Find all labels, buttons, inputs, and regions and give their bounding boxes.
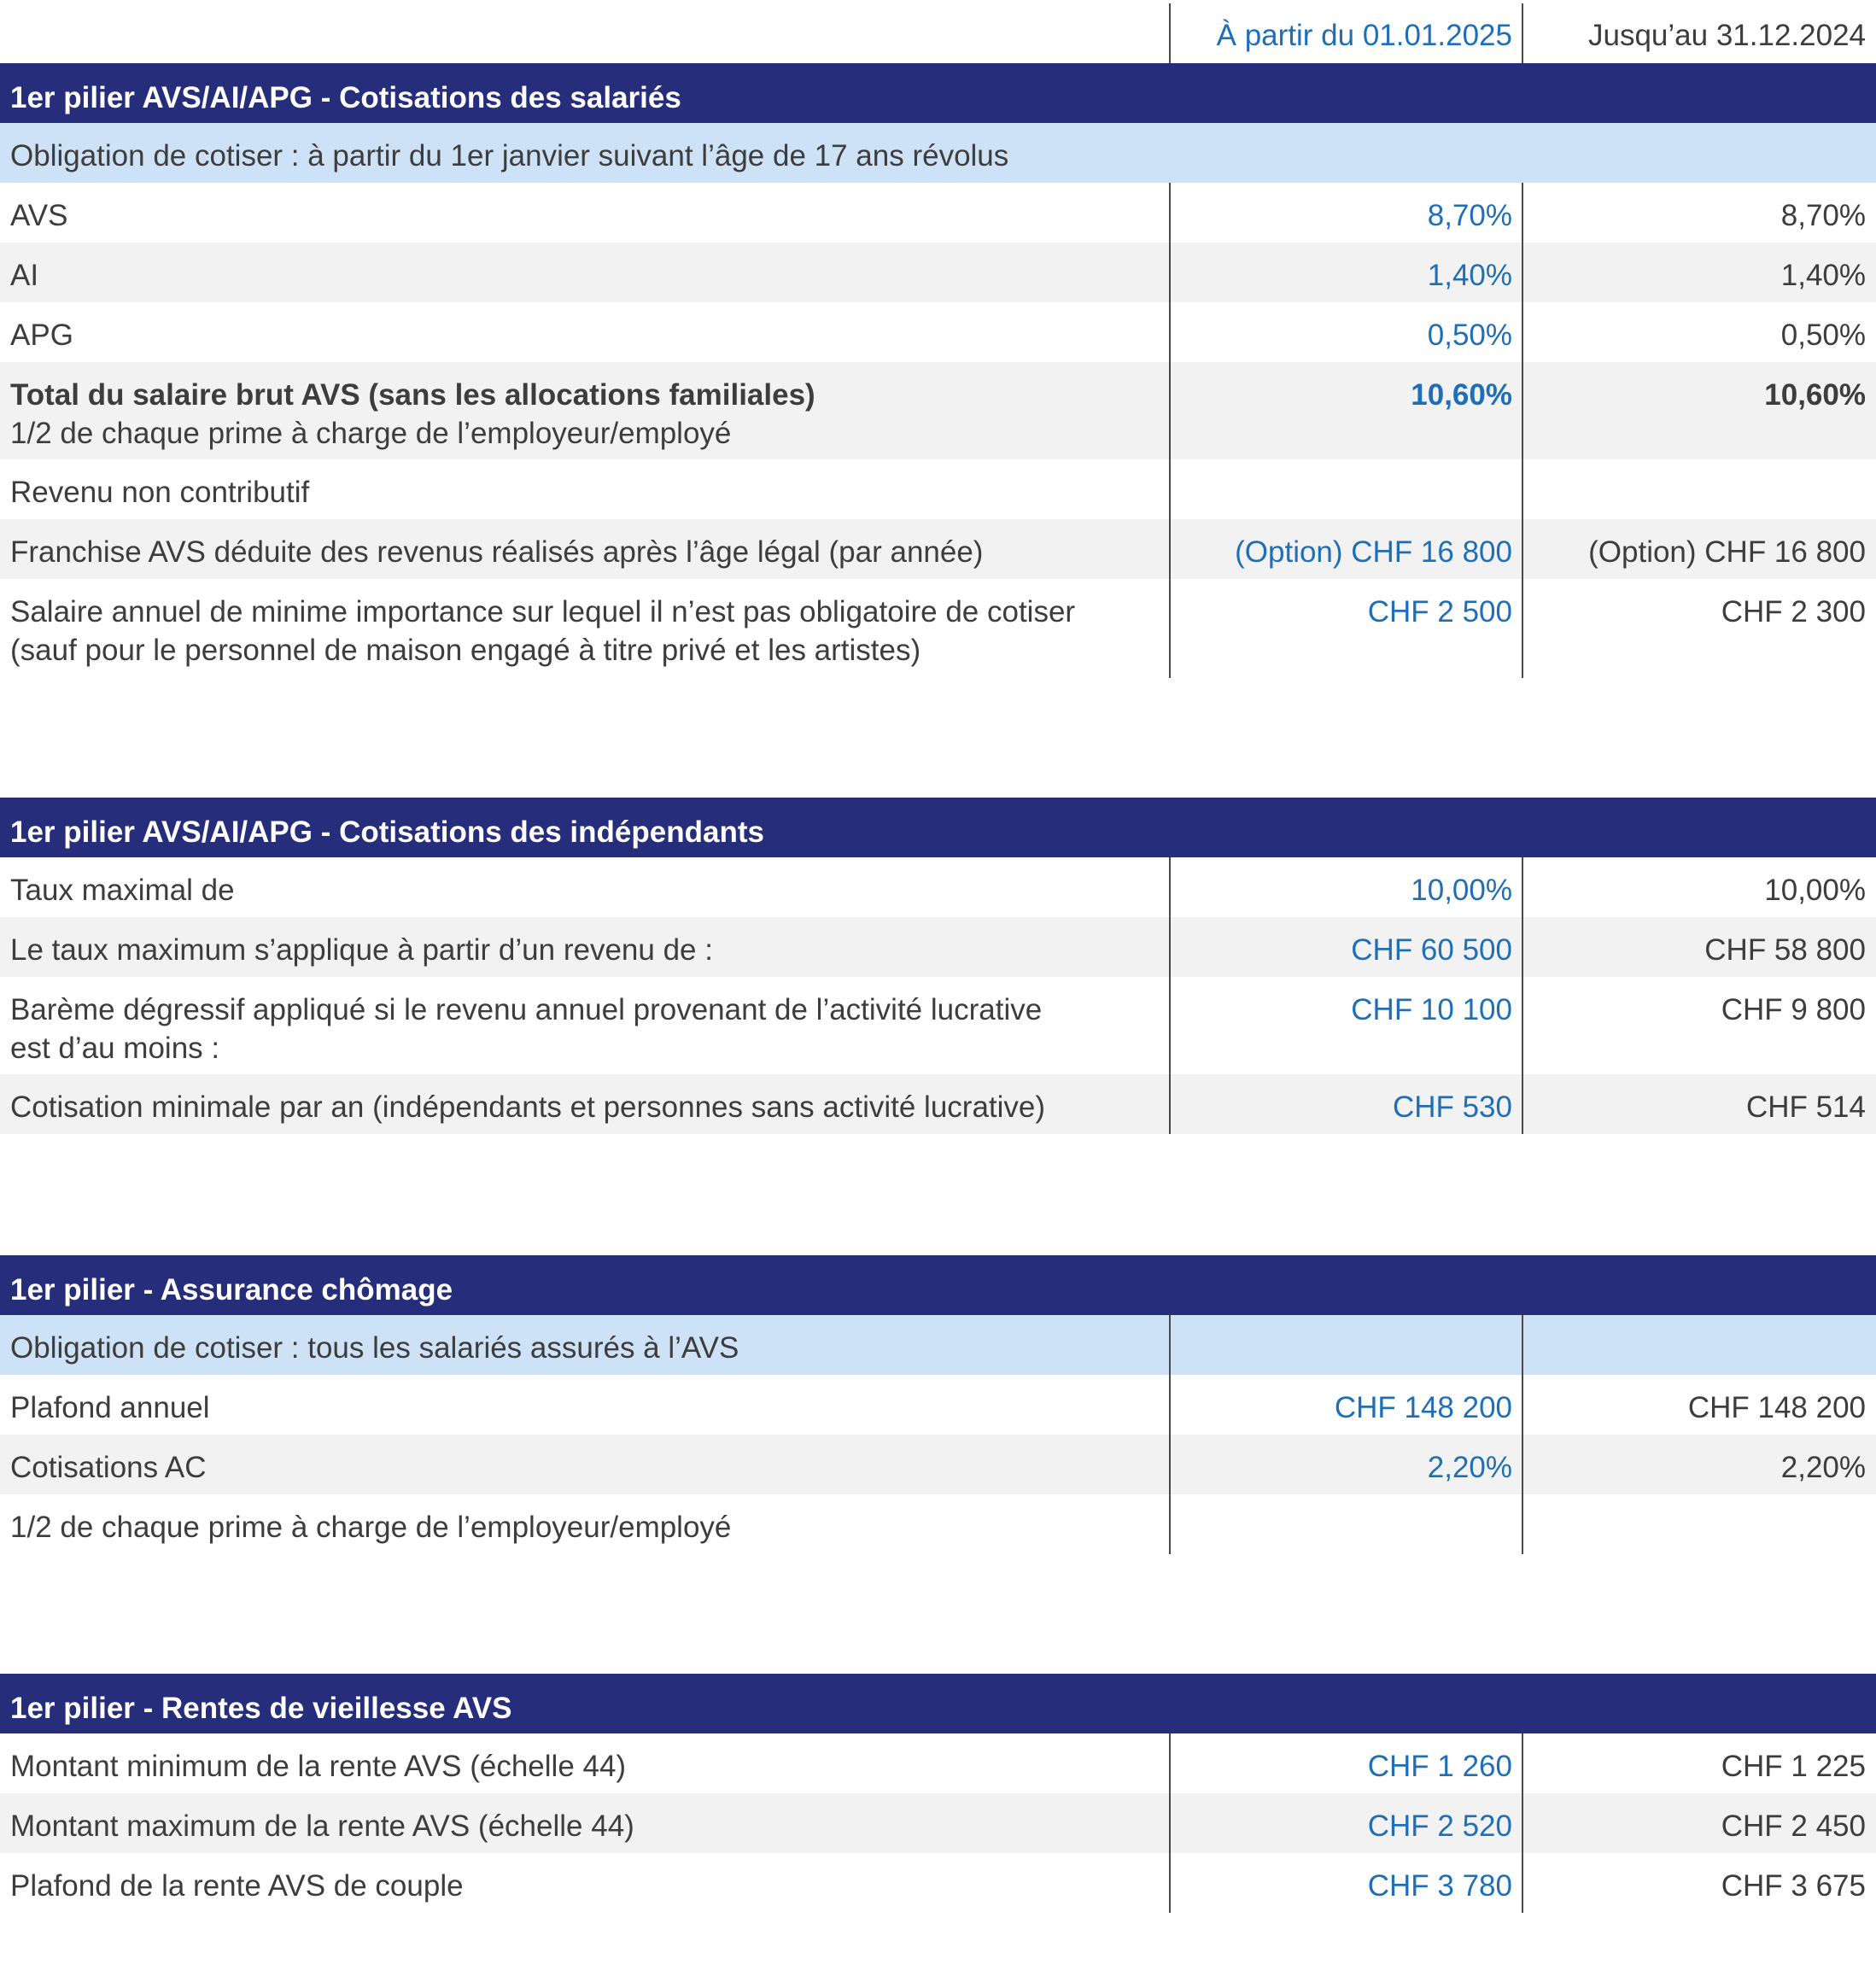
value-2024: CHF 9 800 (1721, 993, 1866, 1026)
table-row (0, 1793, 1876, 1853)
row-label: AI (10, 259, 39, 292)
table-row (0, 1435, 1876, 1494)
section-title: 1er pilier AVS/AI/APG - Cotisations des salariés (0, 63, 1876, 123)
section-title: 1er pilier - Assurance chômage (0, 1255, 1876, 1315)
row-sublabel: 1/2 de chaque prime à charge de l’employeur/employé (10, 417, 732, 450)
row-label: Taux maximal de (10, 874, 235, 907)
table-row (0, 1853, 1876, 1913)
section-pensions (0, 1674, 1876, 1913)
value-2025: CHF 1 260 (1367, 1750, 1512, 1783)
row-label (10, 593, 1154, 669)
obligation-label: Obligation de cotiser : à partir du 1er janvier suivant l’âge de 17 ans révolus (10, 139, 1009, 172)
obligation-row (0, 1315, 1876, 1375)
value-2025: CHF 60 500 (1351, 933, 1512, 967)
value-2025: CHF 148 200 (1334, 1391, 1512, 1424)
table-row (0, 1074, 1876, 1134)
value-2024: 0,50% (1780, 319, 1866, 352)
row-label: Plafond de la rente AVS de couple (10, 1869, 464, 1903)
value-2024: CHF 1 225 (1721, 1750, 1866, 1783)
total-label: Total du salaire brut AVS (sans les allocations familiales) (10, 378, 815, 412)
value-2025: 1,40% (1427, 259, 1512, 292)
value-2025: CHF 530 (1392, 1090, 1512, 1124)
column-divider (1522, 183, 1523, 678)
obligation-label: Obligation de cotiser : tous les salariés assurés à l’AVS (10, 1331, 739, 1365)
column-divider (1522, 3, 1523, 63)
section-title: 1er pilier - Rentes de vieillesse AVS (0, 1674, 1876, 1733)
row-label: 1/2 de chaque prime à charge de l’employeur/employé (10, 1511, 732, 1544)
value-2024: CHF 2 300 (1721, 595, 1866, 628)
column-divider (1522, 857, 1523, 1134)
column-divider (1522, 1315, 1523, 1554)
table-row (0, 977, 1876, 1074)
table-row (0, 459, 1876, 519)
value-2025: CHF 10 100 (1351, 993, 1512, 1026)
value-2024: 2,20% (1780, 1451, 1866, 1484)
column-header-2025: À partir du 01.01.2025 (1216, 19, 1512, 52)
section-independents (0, 798, 1876, 1134)
value-2025: 8,70% (1427, 199, 1512, 232)
table-row (0, 1375, 1876, 1435)
row-label: Plafond annuel (10, 1391, 210, 1424)
column-divider (1169, 857, 1171, 1134)
column-divider (1169, 3, 1171, 63)
row-sublabel: (sauf pour le personnel de maison engagé à titre privé et les artistes) (10, 634, 921, 667)
value-2025: 0,50% (1427, 319, 1512, 352)
table-row (0, 519, 1876, 579)
column-header-2024: Jusqu’au 31.12.2024 (1588, 19, 1866, 52)
column-headers (0, 0, 1876, 63)
value-2024: 1,40% (1780, 259, 1866, 292)
value-2025: 10,60% (1411, 378, 1512, 412)
value-2024: CHF 58 800 (1704, 933, 1866, 967)
value-2024: CHF 3 675 (1721, 1869, 1866, 1903)
row-label: APG (10, 319, 73, 352)
table-row (0, 1494, 1876, 1554)
row-label-line: Salaire annuel de minime importance sur lequel il n’est pas obligatoire de cotiser (10, 595, 1076, 628)
table-row-total (0, 362, 1876, 459)
row-label-line: Barème dégressif appliqué si le revenu annuel provenant de l’activité lucrative (10, 993, 1043, 1026)
column-divider (1522, 1733, 1523, 1913)
row-label: Revenu non contributif (10, 476, 310, 509)
row-label: Cotisations AC (10, 1451, 207, 1484)
value-2025: (Option) CHF 16 800 (1235, 535, 1512, 569)
value-2025: CHF 3 780 (1367, 1869, 1512, 1903)
table-row (0, 857, 1876, 917)
value-2024: 8,70% (1780, 199, 1866, 232)
table-row (0, 917, 1876, 977)
table-row (0, 579, 1876, 676)
value-2024: (Option) CHF 16 800 (1588, 535, 1866, 569)
obligation-row (0, 123, 1876, 183)
row-label (10, 376, 1154, 453)
value-2024: CHF 148 200 (1687, 1391, 1866, 1424)
table-row (0, 302, 1876, 362)
row-label: Montant minimum de la rente AVS (échelle 44) (10, 1750, 627, 1783)
row-label (10, 991, 1154, 1067)
value-2024: 10,60% (1764, 378, 1866, 412)
value-2024: 10,00% (1764, 874, 1866, 907)
value-2025: CHF 2 500 (1367, 595, 1512, 628)
column-divider (1169, 183, 1171, 678)
row-label: Franchise AVS déduite des revenus réalisés après l’âge légal (par année) (10, 535, 984, 569)
value-2025: CHF 2 520 (1367, 1809, 1512, 1843)
row-label: AVS (10, 199, 68, 232)
column-divider (1169, 1733, 1171, 1913)
value-2025: 2,20% (1427, 1451, 1512, 1484)
value-2025: 10,00% (1411, 874, 1512, 907)
row-sublabel: est d’au moins : (10, 1032, 220, 1065)
section-employees (0, 63, 1876, 676)
value-2024: CHF 2 450 (1721, 1809, 1866, 1843)
section-unemployment (0, 1255, 1876, 1554)
table-row (0, 183, 1876, 243)
table-row (0, 243, 1876, 302)
row-label: Montant maximum de la rente AVS (échelle 44) (10, 1809, 634, 1843)
column-divider (1169, 1315, 1171, 1554)
value-2024: CHF 514 (1745, 1090, 1866, 1124)
table-row (0, 1733, 1876, 1793)
row-label: Cotisation minimale par an (indépendants et personnes sans activité lucrative) (10, 1090, 1046, 1124)
row-label: Le taux maximum s’applique à partir d’un revenu de : (10, 933, 713, 967)
section-title: 1er pilier AVS/AI/APG - Cotisations des indépendants (0, 798, 1876, 857)
